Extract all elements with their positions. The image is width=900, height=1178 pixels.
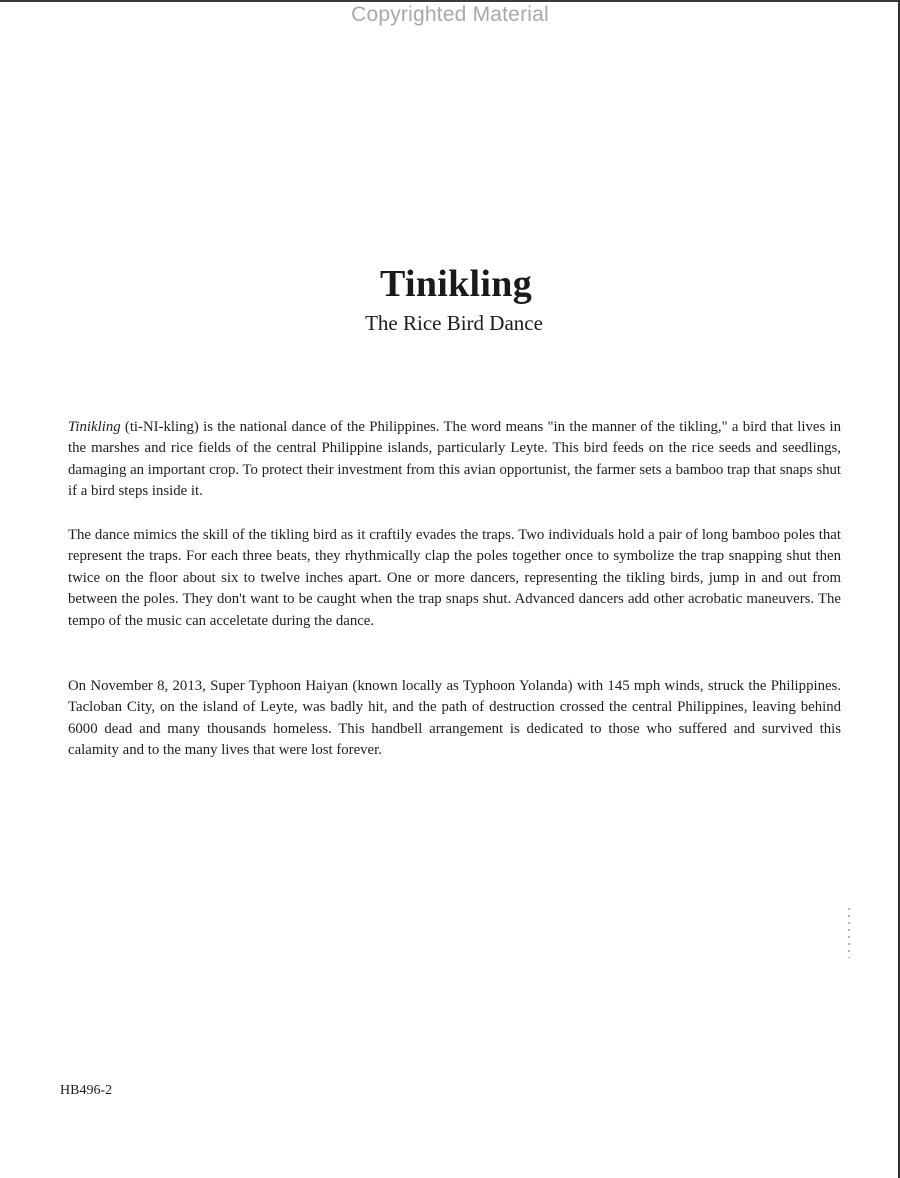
dance-description-paragraph: The dance mimics the skill of the tikling bird as it craftily evades the traps. Two individuals hold a pair of long bamboo poles that represent the traps. For each three beats, they rhythmically clap the poles together once to symbolize the trap snapping shut then twice on the floor about six to twelve inches apart. One or more dancers, representing the tikling birds, jump in and out from between the poles. They don't want to be caught when the trap snaps shut. Advanced dancers add other acrobatic maneuvers. The tempo of the music can acceletate during the dance. (68, 527, 841, 629)
dedication-paragraph: On November 8, 2013, Super Typhoon Haiyan (known locally as Typhoon Yolanda) with 145 mph winds, struck the Philippines. Tacloban City, on the island of Leyte, was badly hit, and the path of destruction crossed the central Philippines, leaving behind 6000 dead and many thousands homeless. This handbell arrangement is dedicated to those who suffered and survived this calamity and to the many lives that were lost forever. (68, 678, 841, 759)
top-page-border (0, 0, 900, 2)
copyright-watermark: Copyrighted Material (351, 3, 549, 26)
catalog-code: HB496-2 (60, 1083, 113, 1098)
intro-paragraph (68, 417, 841, 503)
page-subtitle: The Rice Bird Dance (365, 311, 543, 335)
intro-paragraph-text: (ti-NI-kling) is the national dance of the Philippines. The word means "in the manner of the tikling," a bird that lives in the marshes and rice fields of the central Philippine islands, particularly Leyte. This bird feeds on the rice seeds and seedlings, damaging an important crop. To protect their investment from this avian opportunist, the farmer sets a bamboo trap that snaps shut if a bird steps inside it. (68, 419, 841, 500)
page-title: Tinikling (380, 263, 532, 305)
scan-artifact-marks (848, 908, 850, 958)
dance-name-term: Tinikling (68, 419, 121, 435)
